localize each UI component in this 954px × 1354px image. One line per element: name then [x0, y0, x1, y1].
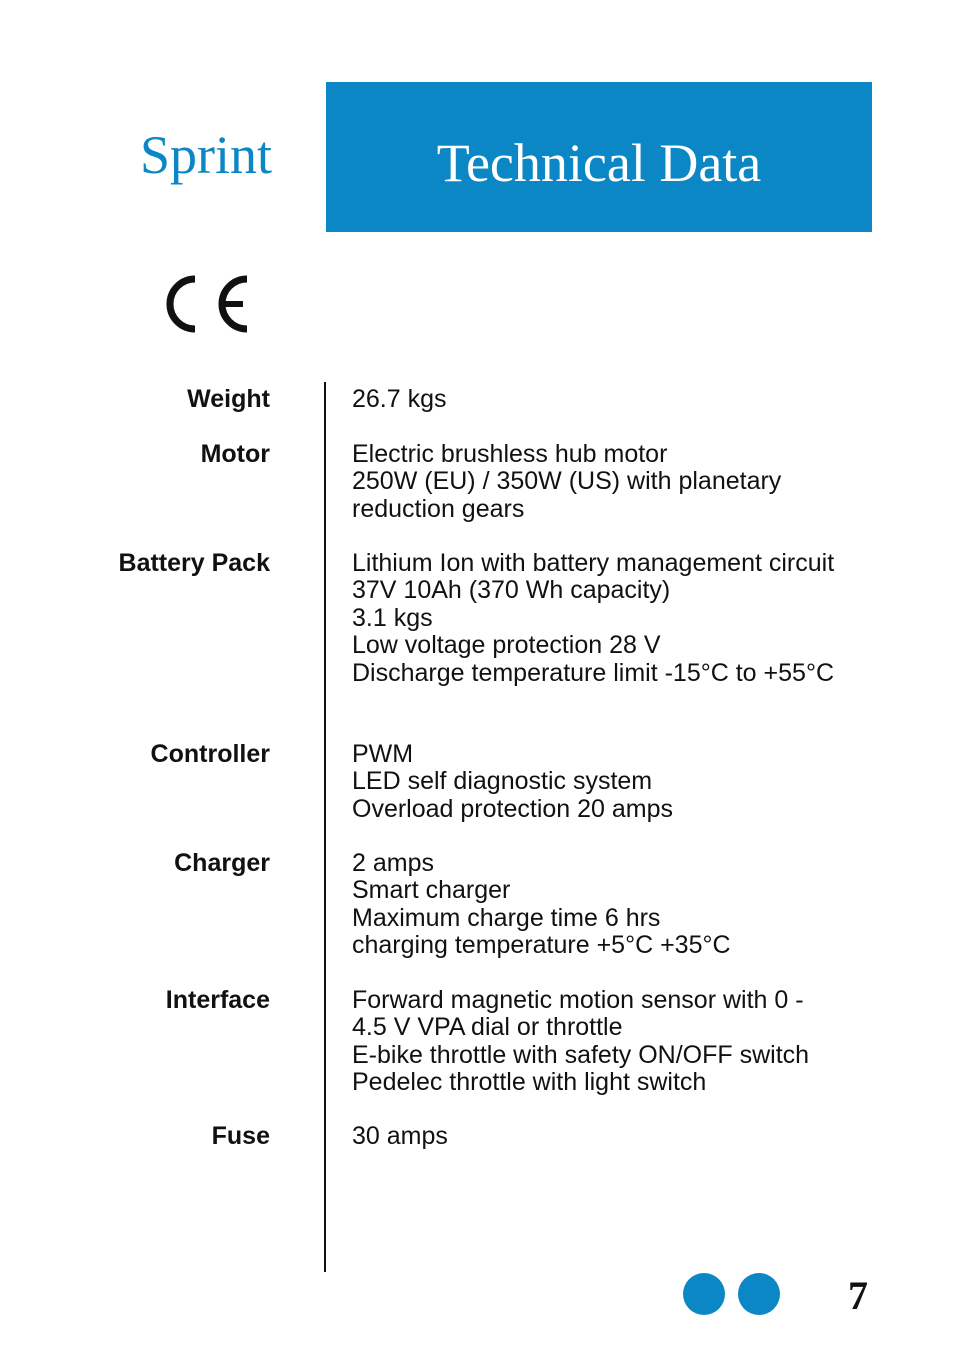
spec-value-weight: [352, 386, 447, 413]
spec-value-line: 26.7 kgs: [352, 385, 447, 413]
spec-label-fuse: Fuse: [211, 1122, 270, 1150]
spec-value-line: LED self diagnostic system: [352, 767, 653, 796]
spec-value-line: PWM: [352, 740, 414, 768]
spec-label-weight: Weight: [187, 385, 270, 413]
spec-value-line: Forward magnetic motion sensor with 0 -: [352, 986, 804, 1014]
spec-value-battery-pack: [352, 550, 834, 687]
title-banner: [326, 82, 872, 232]
spec-value-line: E-bike throttle with safety ON/OFF switch: [352, 1040, 810, 1069]
column-divider: [324, 382, 326, 1272]
spec-value-line: 4.5 V VPA dial or throttle: [352, 1013, 623, 1042]
spec-value-line: Maximum charge time 6 hrs: [352, 903, 661, 932]
spec-value-line: 3.1 kgs: [352, 603, 433, 632]
spec-value-charger: [352, 850, 731, 960]
decorative-dot: [738, 1273, 780, 1315]
brand-title: Sprint: [139, 125, 272, 185]
spec-value-line: Lithium Ion with battery management circuit: [352, 549, 835, 577]
spec-label-controller: Controller: [150, 740, 270, 768]
spec-label-interface: Interface: [165, 986, 270, 1014]
spec-value-line: 37V 10Ah (370 Wh capacity): [352, 576, 671, 605]
spec-value-fuse: [352, 1123, 448, 1150]
ce-mark-icon: [155, 270, 251, 338]
spec-value-line: 2 amps: [352, 849, 434, 877]
spec-value-interface: [352, 987, 809, 1097]
spec-value-line: Overload protection 20 amps: [352, 794, 674, 823]
spec-value-line: Electric brushless hub motor: [352, 440, 668, 468]
page-number: 7: [848, 1273, 868, 1318]
spec-value-line: 250W (EU) / 350W (US) with planetary: [352, 467, 782, 496]
spec-value-motor: [352, 441, 781, 523]
spec-label-battery-pack: Battery Pack: [118, 549, 270, 577]
spec-value-line: 30 amps: [352, 1122, 448, 1150]
spec-value-line: Discharge temperature limit -15°C to +55°C: [352, 658, 834, 687]
spec-value-line: charging temperature +5°C +35°C: [352, 931, 731, 960]
decorative-dot: [683, 1273, 725, 1315]
spec-label-motor: Motor: [200, 440, 270, 468]
spec-label-charger: Charger: [174, 849, 270, 877]
spec-value-line: Low voltage protection 28 V: [352, 631, 661, 660]
page-title: Technical Data: [436, 133, 762, 193]
spec-value-controller: [352, 741, 673, 823]
spec-value-line: Smart charger: [352, 876, 511, 905]
spec-value-line: reduction gears: [352, 494, 525, 523]
spec-value-line: Pedelec throttle with light switch: [352, 1068, 707, 1097]
